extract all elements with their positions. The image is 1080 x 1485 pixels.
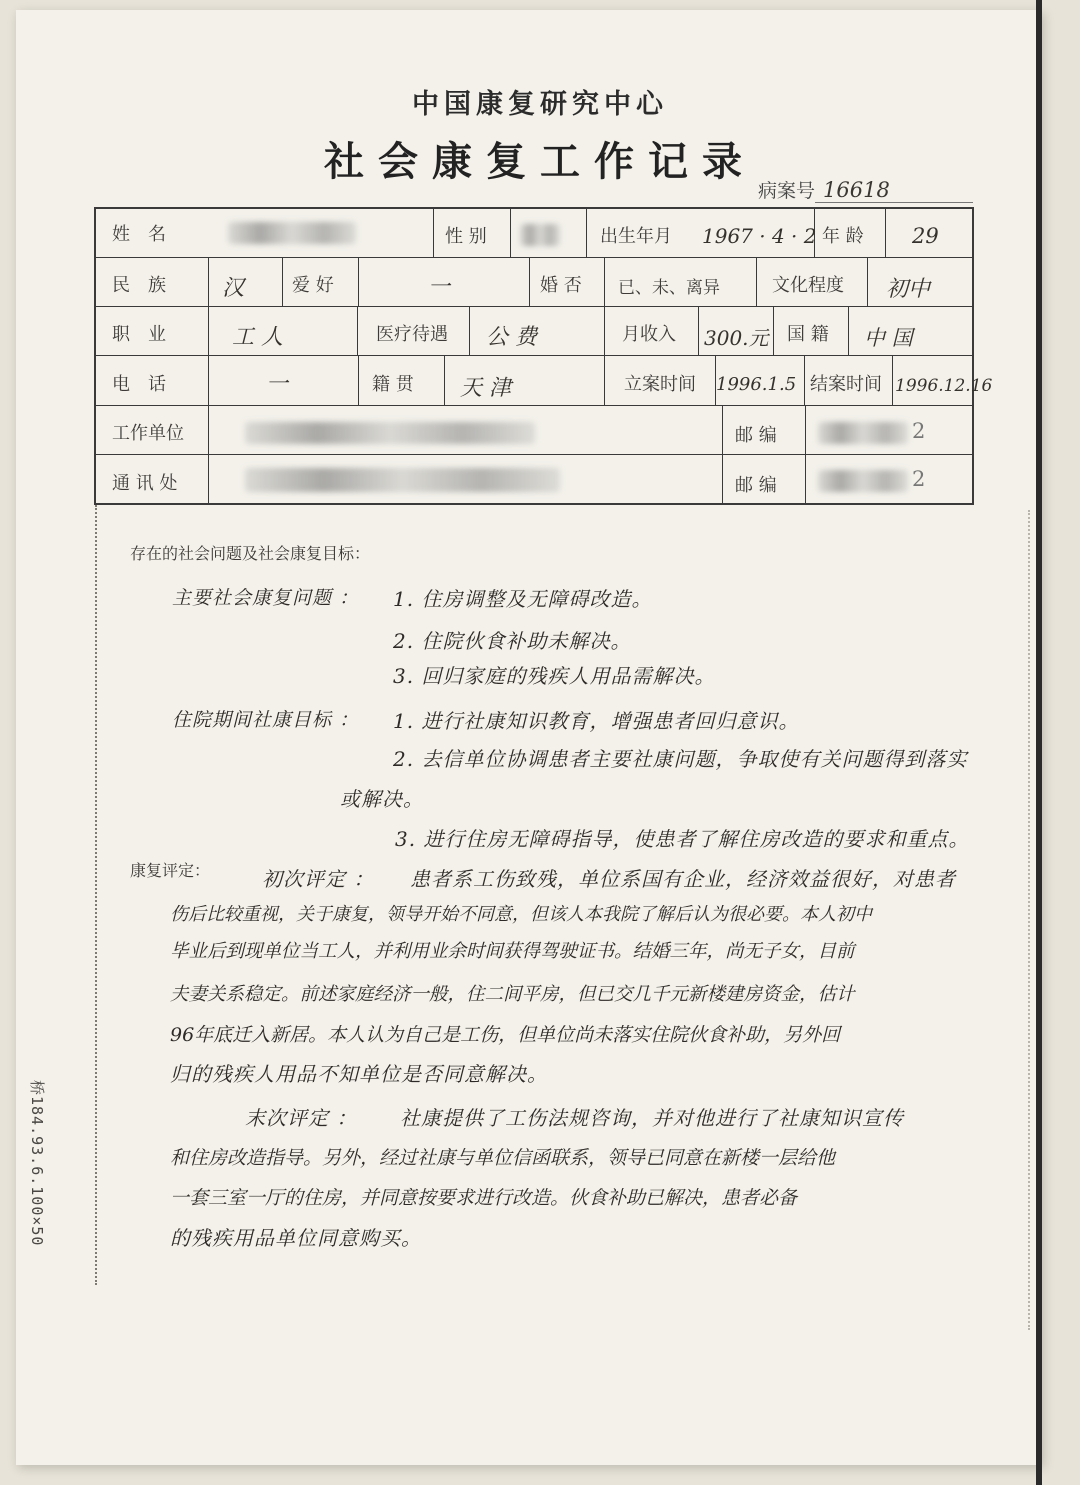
case-number-value: 16618: [823, 178, 890, 202]
case-number: [758, 176, 890, 203]
value-nation: 汉: [222, 276, 245, 301]
goal-3: 3. 进行住房无障碍指导，使患者了解住房改造的要求和重点。: [395, 827, 970, 851]
final-assessment-line-3: 一套三室一厅的住房，并同意按要求进行改造。伙食补助已解决，患者必备: [170, 1187, 798, 1209]
label-origin: 籍 贯: [372, 374, 414, 395]
final-assessment-label: 末次评定 ：: [245, 1106, 358, 1130]
label-marriage: 婚 否: [540, 275, 582, 296]
label-workplace: 工作单位: [112, 423, 184, 444]
value-hobby: 一: [428, 275, 451, 300]
first-assessment-line-1: 患者系工伤致残，单位系国有企业，经济效益很好，对患者: [410, 867, 956, 891]
zip2-tail: 2: [912, 467, 926, 491]
label-income: 月收入: [622, 324, 676, 345]
label-hobby: 爱 好: [292, 275, 334, 296]
label-close-time: 结案时间: [810, 374, 882, 395]
zip2-redacted: [818, 470, 908, 492]
value-marriage: 已、未、离异: [618, 278, 720, 298]
first-assessment-label: 初次评定 ：: [262, 867, 375, 891]
label-open-time: 立案时间: [624, 374, 696, 395]
value-close-time: 1996.12.16: [895, 376, 993, 396]
value-income: 300.元: [704, 326, 769, 350]
main-problem-1: 1. 住房调整及无障碍改造。: [393, 587, 653, 611]
first-assessment-line-3: 毕业后到现单位当工人，并利用业余时间获得驾驶证书。结婚三年，尚无子女，目前: [170, 941, 855, 962]
first-assessment-line-6: 归的残疾人用品不知单位是否同意解决。: [170, 1062, 548, 1086]
name-redacted: [228, 222, 356, 244]
final-assessment-line-1: 社康提供了工伤法规咨询，并对他进行了社康知识宣传: [400, 1106, 904, 1130]
label-zip1: 邮 编: [735, 425, 777, 446]
final-assessment-line-2: 和住房改造指导。另外，经过社康与单位信函联系，领导已同意在新楼一层给他: [170, 1147, 836, 1169]
zip1-redacted: [818, 422, 908, 444]
main-problem-2: 2. 住院伙食补助未解决。: [393, 629, 632, 653]
org-title: 中国康复研究中心: [412, 89, 668, 120]
value-open-time: 1996.1.5: [716, 374, 797, 395]
value-job: 工 人: [232, 325, 283, 350]
goals-label: 住院期间社康目标 ：: [172, 709, 360, 731]
goal-2b: 或解决。: [340, 787, 424, 811]
label-nationality: 国 籍: [787, 324, 829, 345]
label-zip2: 邮 编: [735, 475, 777, 496]
first-assessment-line-4: 夫妻关系稳定。前述家庭经济一般，住二间平房，但已交几千元新楼建房资金，估计: [170, 984, 855, 1005]
margin-guide-right: [1028, 510, 1030, 1330]
label-nation: 民 族: [112, 275, 166, 296]
case-number-underline: [815, 202, 973, 203]
goal-1: 1. 进行社康知识教育，增强患者回归意识。: [393, 709, 800, 733]
label-sex: 性 别: [445, 226, 487, 247]
value-age: 29: [912, 224, 939, 248]
value-origin: 天 津: [460, 376, 511, 401]
value-medical: 公 费: [486, 325, 537, 350]
label-medical: 医疗待遇: [376, 324, 448, 345]
case-number-label: 病案号: [758, 180, 816, 202]
label-education: 文化程度: [772, 275, 844, 296]
final-assessment-line-4: 的残疾用品单位同意购买。: [170, 1226, 422, 1250]
margin-guide-left: [95, 505, 97, 1285]
section-heading: 存在的社会问题及社会康复目标：: [130, 544, 371, 563]
value-education: 初中: [886, 277, 931, 302]
label-age: 年 龄: [822, 226, 864, 247]
form-title: 社会康复工作记录: [324, 138, 756, 185]
workplace-redacted: [245, 422, 535, 444]
assessment-label: 康复评定：: [130, 861, 211, 880]
goal-2a: 2. 去信单位协调患者主要社康问题，争取使有关问题得到落实: [393, 747, 968, 771]
scan-edge: [1036, 0, 1042, 1485]
sex-redacted: [520, 224, 560, 246]
zip1-tail: 2: [912, 419, 926, 443]
main-problems-label: 主要社会康复问题 ：: [172, 587, 360, 609]
address-redacted: [245, 468, 560, 492]
value-phone: 一: [266, 372, 289, 397]
label-birth: 出生年月: [600, 226, 672, 247]
value-birth: 1967 · 4 · 2: [702, 224, 817, 248]
value-nationality: 中 国: [864, 326, 913, 350]
print-code: 桥184.93.6.100×50: [28, 1080, 46, 1247]
label-job: 职 业: [112, 324, 166, 345]
label-phone: 电 话: [112, 374, 166, 395]
label-name: 姓 名: [112, 224, 166, 245]
main-problem-3: 3. 回归家庭的残疾人用品需解决。: [393, 664, 716, 688]
label-address: 通 讯 处: [112, 473, 178, 494]
first-assessment-line-2: 伤后比较重视，关于康复，领导开始不同意，但该人本我院了解后认为很必要。本人初中: [170, 904, 872, 925]
first-assessment-line-5: 96年底迁入新居。本人认为自己是工伤，但单位尚未落实住院伙食补助，另外回: [170, 1024, 841, 1046]
